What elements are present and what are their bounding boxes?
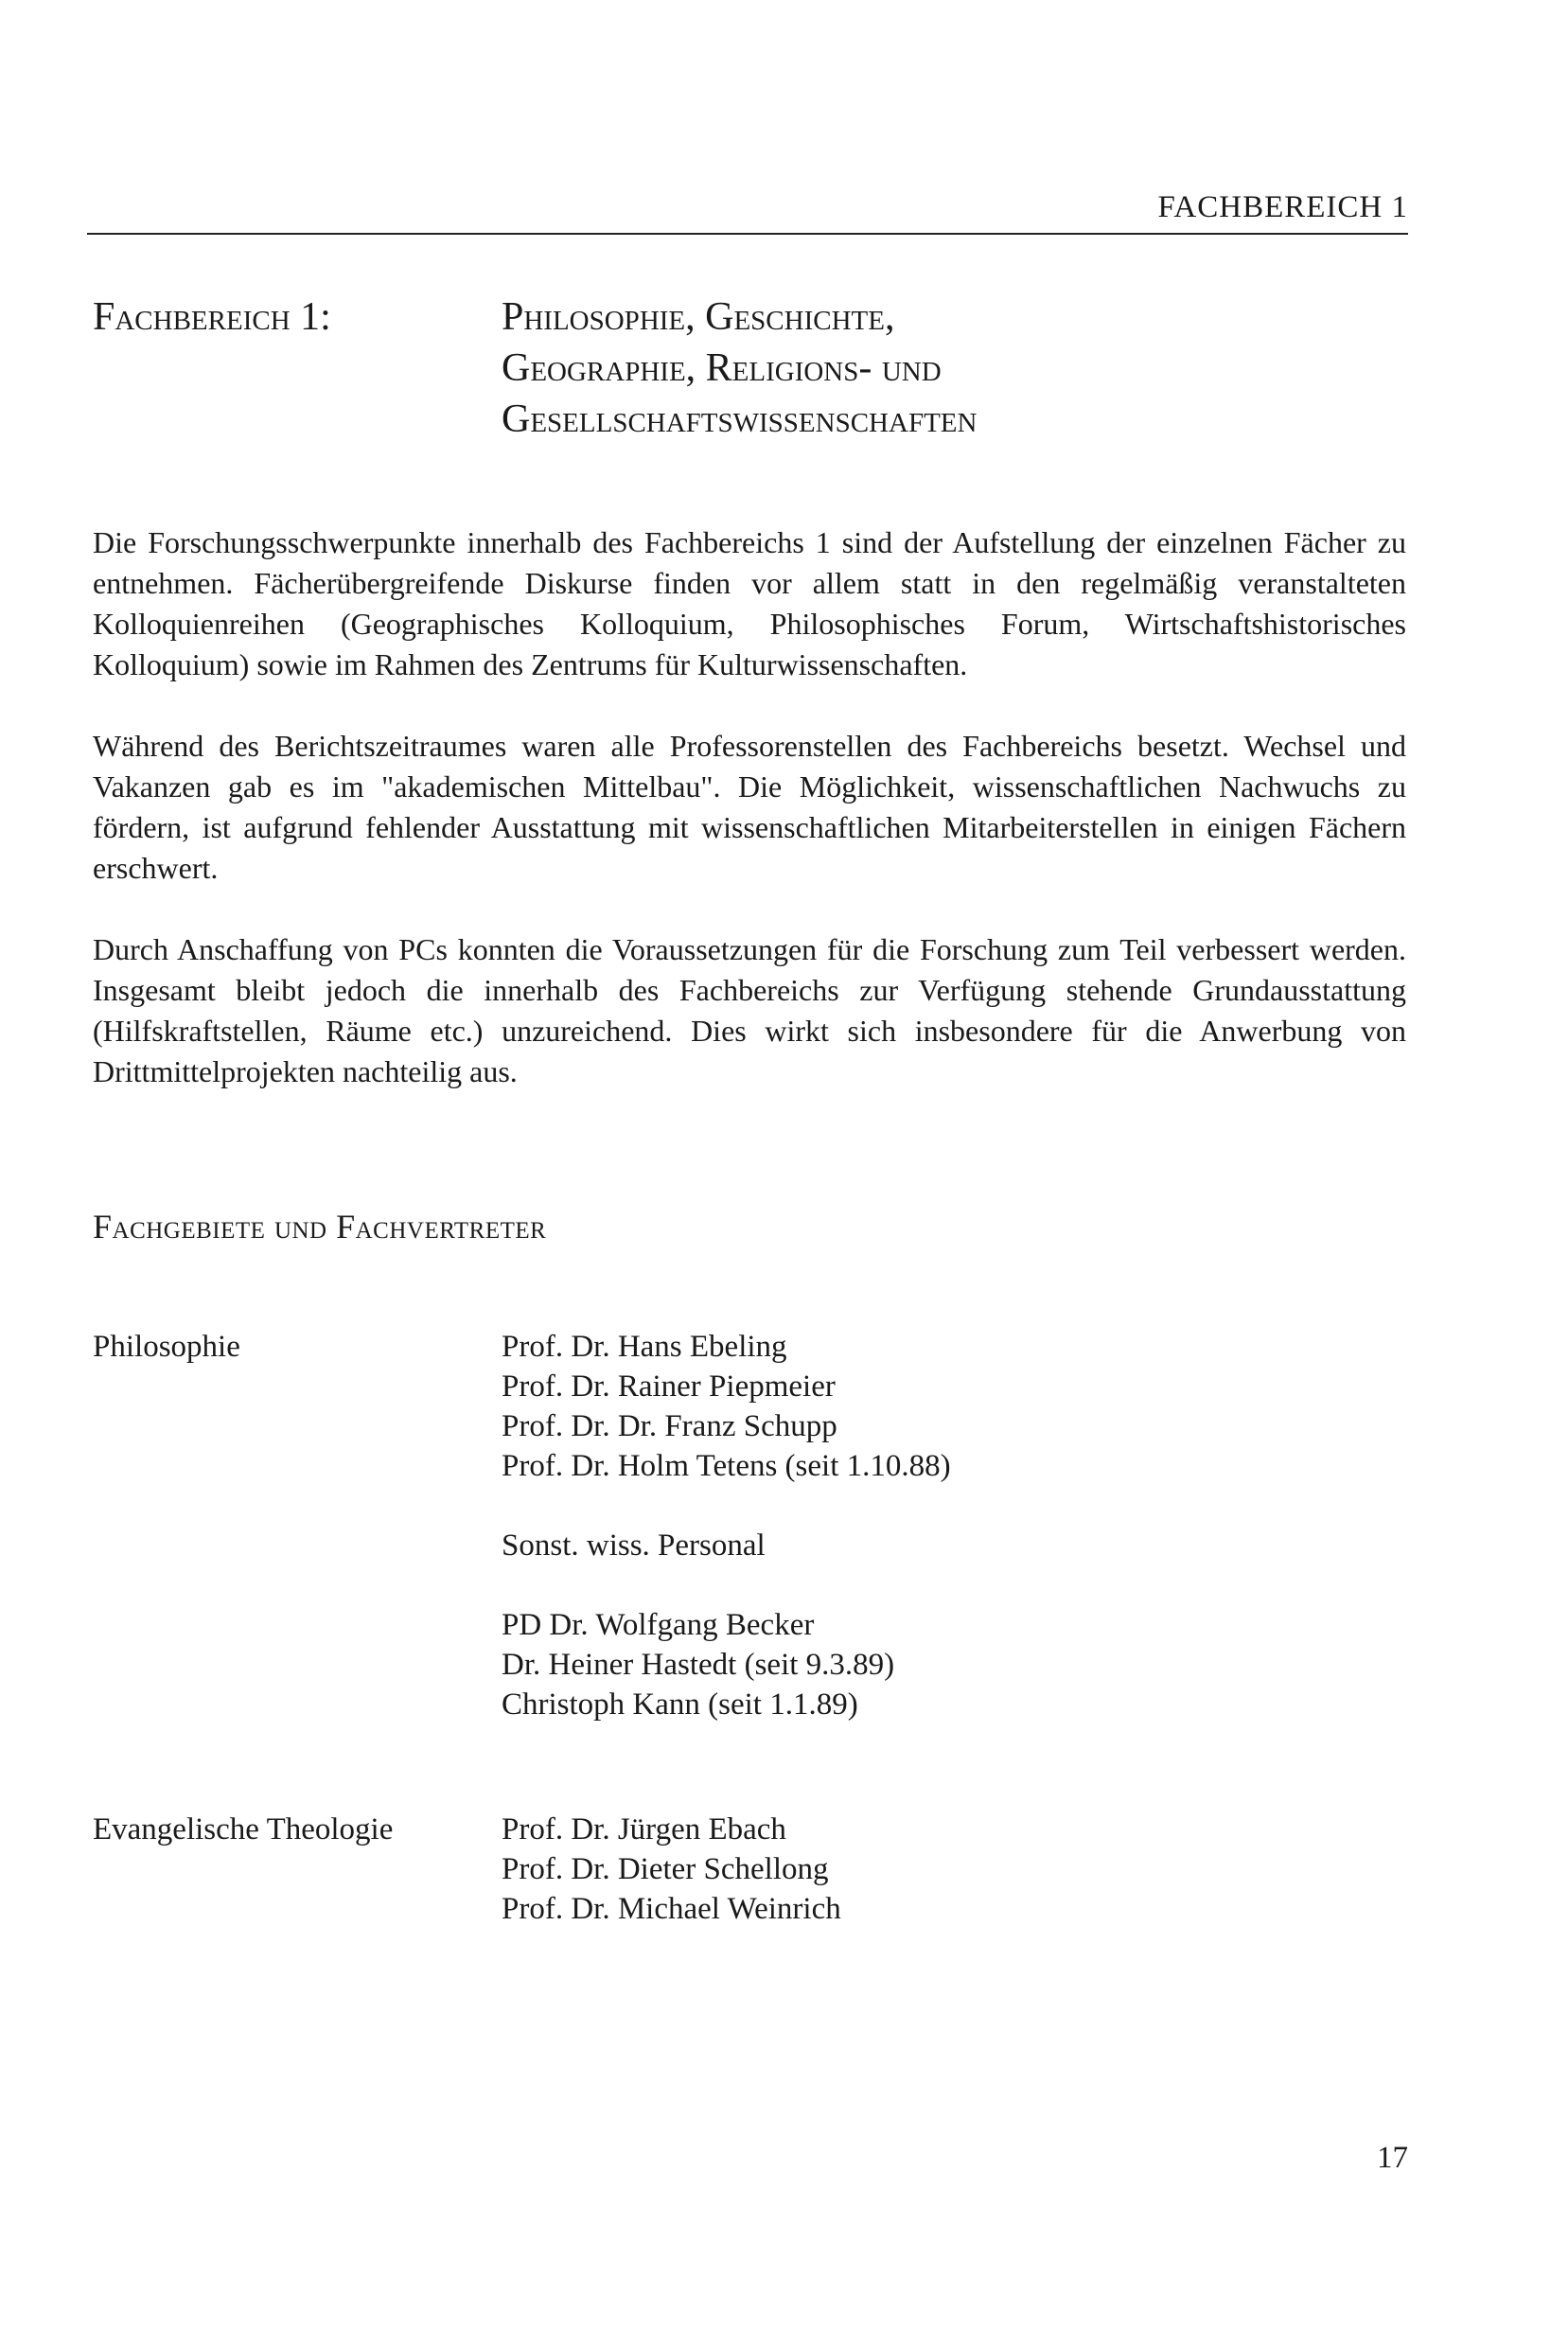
professor: Prof. Dr. Rainer Piepmeier [502, 1369, 836, 1404]
subject-people [502, 1327, 951, 1724]
professor: Prof. Dr. Dieter Schellong [502, 1852, 829, 1886]
chapter-label: Fachbereich 1: [93, 295, 331, 339]
paragraph: Durch Anschaffung von PCs konnten die Voraussetzungen für die Forschung zum Teil verbessert werden. Insgesamt bleibt jedoch die innerhalb des Fachbereichs zur Verfügung stehende Grundausstattung (Hilfskraftstellen, Räume etc.) unzureichend. Dies wirkt sich insbesondere für die Anwerbung von Drittmittelprojekten nachteilig aus. [93, 932, 1406, 1088]
subject-name: Evangelische Theologie [93, 1812, 394, 1846]
chapter-title-line: Philosophie, Geschichte, [502, 295, 895, 339]
professor: Prof. Dr. Jürgen Ebach [502, 1812, 786, 1846]
chapter-title-line: Gesellschaftswissenschaften [502, 398, 978, 441]
professor: Prof. Dr. Michael Weinrich [502, 1892, 841, 1926]
subject-name: Philosophie [93, 1330, 240, 1364]
section-heading: Fachgebiete und Fachvertreter [93, 1208, 547, 1246]
chapter-title-line: Geographie, Religions- und [502, 346, 942, 390]
staff-member: PD Dr. Wolfgang Becker [502, 1608, 815, 1642]
staff-heading: Sonst. wiss. Personal [502, 1528, 766, 1563]
professor: Prof. Dr. Holm Tetens (seit 1.10.88) [502, 1449, 951, 1483]
staff-member: Dr. Heiner Hastedt (seit 9.3.89) [502, 1648, 895, 1682]
body-text [93, 522, 1406, 1133]
professor: Prof. Dr. Dr. Franz Schupp [502, 1409, 837, 1443]
page-number: 17 [1377, 2141, 1408, 2175]
professor: Prof. Dr. Hans Ebeling [502, 1330, 787, 1364]
paragraph: Die Forschungsschwerpunkte innerhalb des Fachbereichs 1 sind der Aufstellung der einzelnen Fächer zu entnehmen. Fächerübergreifende Diskurse finden vor allem statt in den regelmäßig veranstalteten Kolloquienreihen (Geographisches Kolloquium, Philosophisches Forum, Wirtschaftshistorisches Kolloquium) sowie im Rahmen des Zentrums für Kulturwissenschaften. [93, 525, 1406, 681]
paragraph: Während des Berichtszeitraumes waren alle Professorenstellen des Fachbereichs besetzt. Wechsel und Vakanzen gab es im "akademischen Mittelbau". Die Möglichkeit, wissenschaftlichen Nachwuchs zu fördern, ist aufgrund fehlender Ausstattung mit wissenschaftlichen Mitarbeiterstellen in einigen Fächern erschwert. [93, 729, 1406, 885]
subject-people [502, 1810, 841, 1929]
chapter-title [502, 292, 977, 445]
running-head: FACHBEREICH 1 [87, 189, 1408, 235]
staff-member: Christoph Kann (seit 1.1.89) [502, 1687, 858, 1722]
